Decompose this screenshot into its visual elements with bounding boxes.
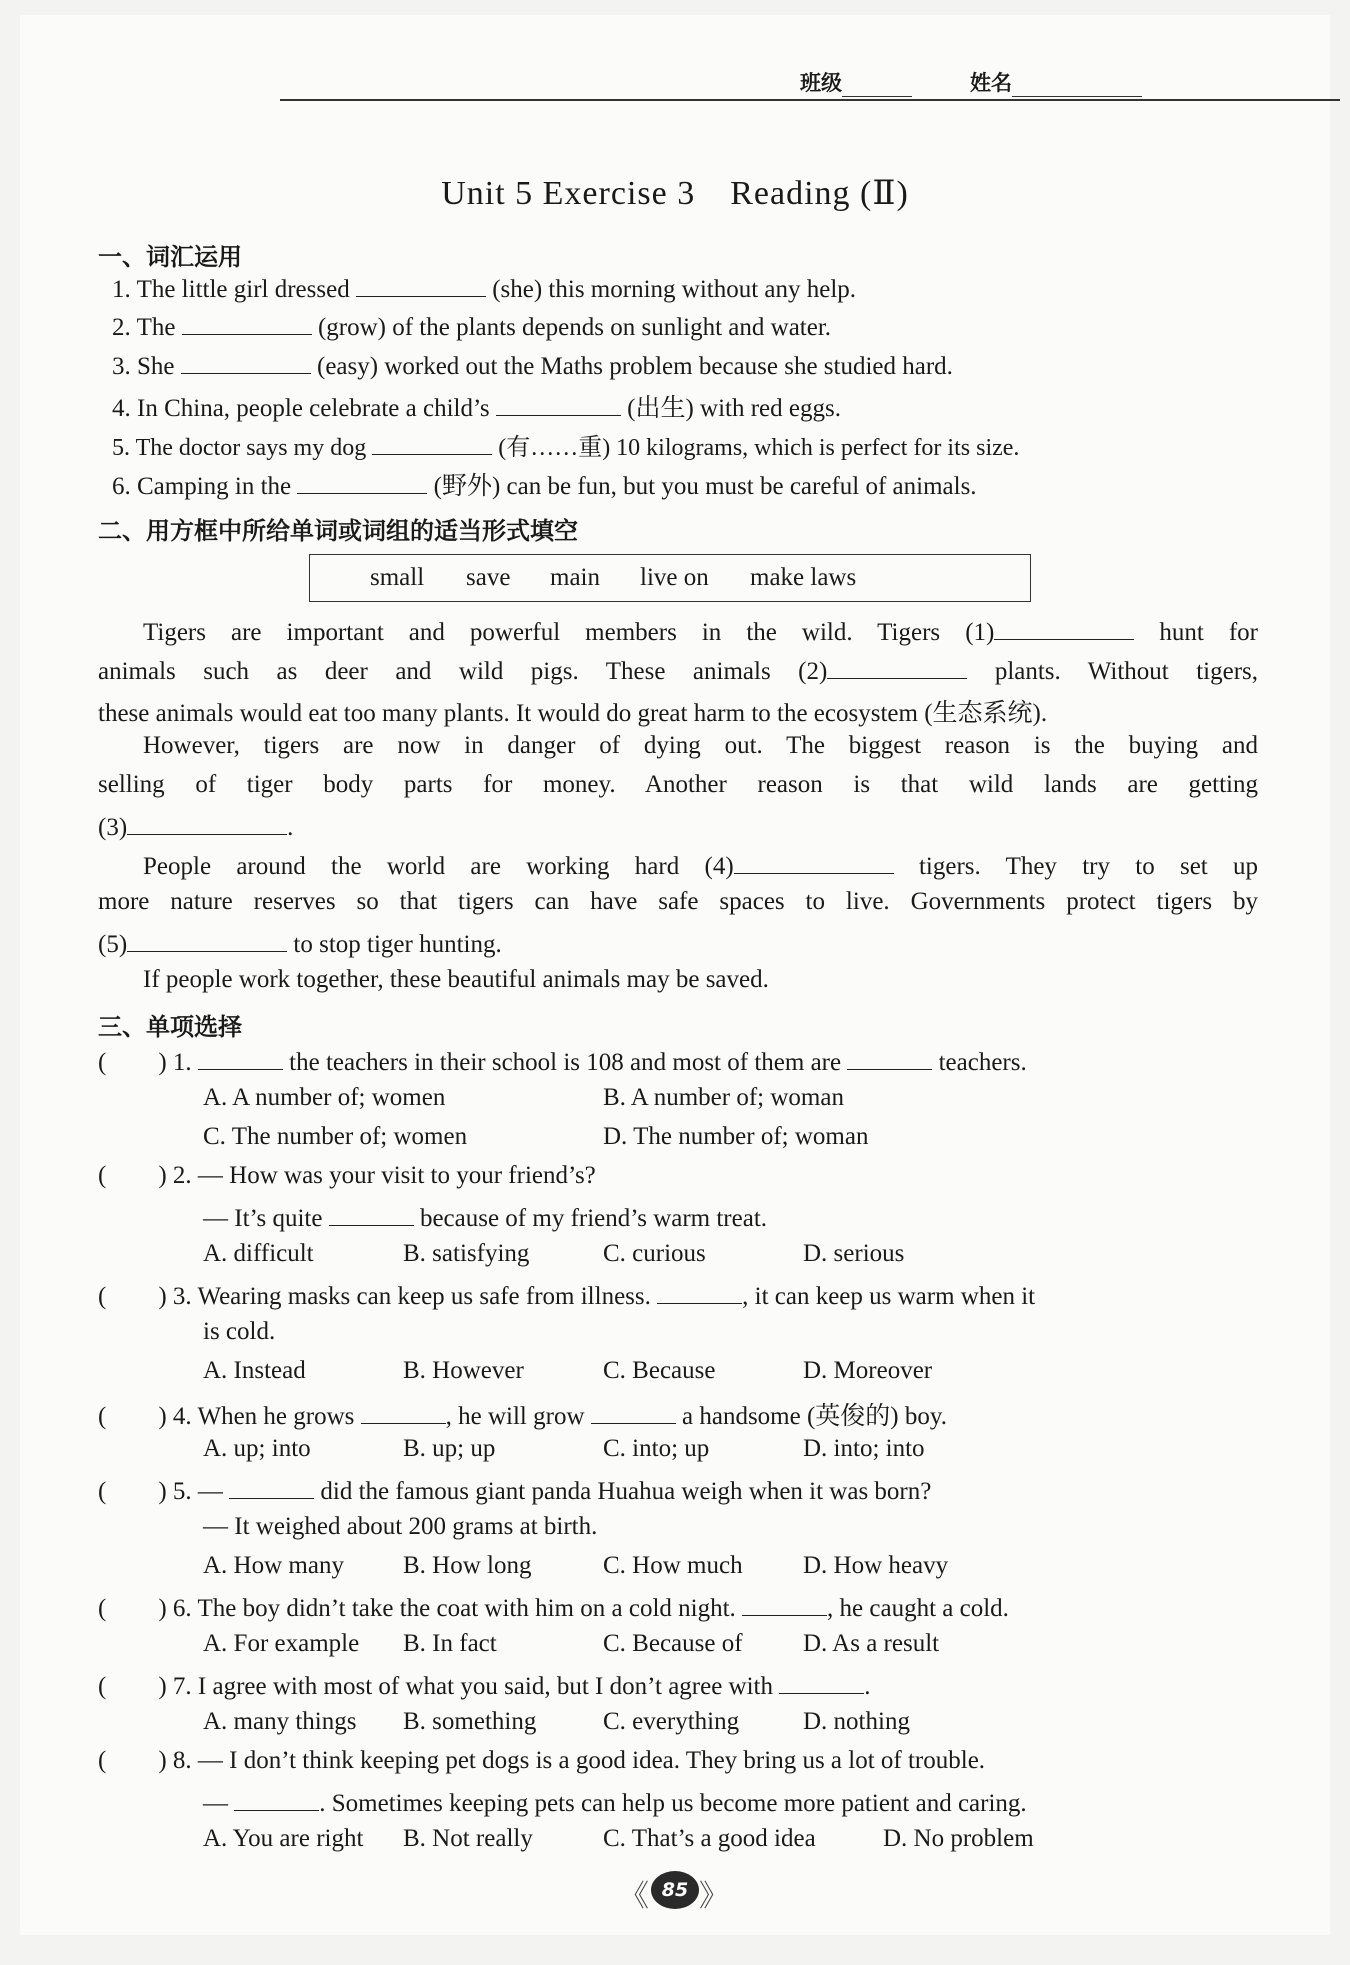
question-row <box>203 1201 767 1233</box>
option-a[interactable]: A. difficult <box>203 1240 314 1267</box>
item-number: 1. <box>112 276 131 303</box>
question-text: — I don’t think keeping pet dogs is a good idea. They bring us a lot of trouble. <box>197 1747 986 1774</box>
page-number-badge <box>615 1867 735 1913</box>
answer-paren[interactable]: ( ) <box>98 1595 167 1622</box>
section1-heading: 一、词汇运用 <box>98 243 242 271</box>
question-text: did the famous giant panda Huahua weigh when it was born? <box>320 1478 932 1505</box>
question-blank <box>329 1201 414 1226</box>
option-b[interactable]: B. In fact <box>403 1630 497 1657</box>
option-d[interactable]: D. nothing <box>803 1708 910 1735</box>
question-number: 7. <box>172 1673 192 1700</box>
question-text: — <box>203 1790 228 1817</box>
word-bank-item: live on <box>640 564 709 591</box>
option-d[interactable]: D. serious <box>803 1240 905 1267</box>
section3-heading: 三、单项选择 <box>98 1013 242 1041</box>
question-blank <box>361 1399 446 1424</box>
option-c[interactable]: C. curious <box>603 1240 706 1267</box>
option-d[interactable]: D. Moreover <box>803 1357 933 1384</box>
option-b[interactable]: B. up; up <box>403 1435 496 1462</box>
vocab-item <box>112 272 856 304</box>
passage-line: these animals would eat too many plants. It would do great harm to the ecosystem (生态系统). <box>98 700 1048 727</box>
question-text: — How was your visit to your friend’s? <box>197 1162 596 1189</box>
question-number: 1. <box>172 1049 192 1076</box>
answer-blank[interactable] <box>297 469 427 494</box>
vocab-item <box>112 427 1019 462</box>
answer-blank[interactable] <box>356 272 486 297</box>
question-row <box>98 1669 871 1701</box>
item-text: In China, people celebrate a child’s <box>137 395 490 422</box>
item-number: 5. <box>112 435 130 461</box>
item-text: The little girl dressed <box>136 276 350 303</box>
blank-number: (3) <box>98 814 128 841</box>
passage-line <box>98 849 1258 881</box>
name-field <box>970 67 1142 97</box>
answer-paren[interactable]: ( ) <box>98 1747 167 1774</box>
blank-1[interactable] <box>965 619 1134 646</box>
question-row <box>98 1747 985 1775</box>
option-a[interactable]: A. up; into <box>203 1435 311 1462</box>
option-d[interactable]: D. into; into <box>803 1435 925 1462</box>
question-blank <box>591 1399 676 1424</box>
question-number: 4. <box>172 1403 192 1430</box>
blank-number: (1) <box>965 619 995 646</box>
answer-blank[interactable] <box>182 310 312 335</box>
item-number: 2. <box>112 314 131 341</box>
passage-text: animals such as deer and wild pigs. These animals <box>98 658 771 685</box>
question-text: the teachers in their school is 108 and most of them are <box>289 1049 842 1076</box>
question-text: Wearing masks can keep us safe from illness. <box>197 1283 651 1310</box>
item-number: 3. <box>112 353 131 380</box>
passage-line <box>98 927 1258 959</box>
question-row <box>98 1591 1009 1623</box>
passage-text: tigers. They try to set up <box>918 853 1259 880</box>
item-text: (野外) can be fun, but you must be careful of animals. <box>433 473 977 500</box>
answer-paren[interactable]: ( ) <box>98 1478 167 1505</box>
question-text: The boy didn’t take the coat with him on a cold night. <box>197 1595 736 1622</box>
item-text: The <box>136 314 176 341</box>
question-number: 6. <box>172 1595 192 1622</box>
question-blank <box>779 1669 864 1694</box>
passage-line: (3) . <box>98 810 1258 842</box>
option-c[interactable]: C. The number of; women <box>203 1123 468 1150</box>
question-text: a handsome (英俊的) boy. <box>682 1403 947 1430</box>
question-number: 3. <box>172 1283 192 1310</box>
item-number: 6. <box>112 473 131 500</box>
option-b[interactable]: B. However <box>403 1357 524 1384</box>
item-text: Camping in the <box>137 473 292 500</box>
passage-line <box>98 615 1258 647</box>
option-b[interactable]: B. A number of; woman <box>603 1084 844 1111</box>
item-text: (有……重) 10 kilograms, which is perfect for its size. <box>498 435 1020 461</box>
question-blank <box>229 1474 314 1499</box>
blank-number: (4) <box>704 853 734 880</box>
name-blank[interactable] <box>1012 74 1142 97</box>
item-text: She <box>137 353 175 380</box>
item-number: 4. <box>112 395 131 422</box>
passage-text: People around the world are working hard <box>143 853 680 880</box>
passage-text: Tigers are important and powerful members in the wild. Tigers <box>143 619 941 646</box>
passage-line: selling of tiger body parts for money. Another reason is that wild lands are getting <box>98 771 1258 798</box>
blank-number: (2) <box>798 658 828 685</box>
header-bar <box>280 63 1340 103</box>
question-number: 5. <box>172 1478 192 1505</box>
option-b[interactable]: B. something <box>403 1708 537 1735</box>
passage-line <box>98 654 1258 686</box>
word-bank-item: make laws <box>750 564 857 591</box>
question-number: 2. <box>172 1162 192 1189</box>
question-blank <box>847 1045 932 1070</box>
answer-paren[interactable]: ( ) <box>98 1049 167 1076</box>
section2-heading: 二、用方框中所给单词或词组的适当形式填空 <box>98 517 578 545</box>
option-a[interactable]: A. Instead <box>203 1357 306 1384</box>
passage-text: to stop tiger hunting. <box>293 931 502 958</box>
item-text: (grow) of the plants depends on sunlight and water. <box>317 314 832 341</box>
word-bank-item: small <box>370 564 425 591</box>
blank-number: (5) <box>98 931 128 958</box>
passage-text: hunt for <box>1159 619 1258 646</box>
question-blank <box>657 1279 742 1304</box>
item-text: (she) this morning without any help. <box>492 276 857 303</box>
option-c[interactable]: C. everything <box>603 1708 740 1735</box>
option-d[interactable]: D. As a result <box>803 1630 940 1657</box>
page-title: Unit 5 Exercise 3 Reading (Ⅱ) <box>441 175 909 212</box>
page-number: 85 <box>651 1871 699 1909</box>
word-bank-item: main <box>550 564 600 591</box>
question-text: is cold. <box>203 1318 276 1345</box>
item-text: The doctor says my dog <box>135 435 367 461</box>
vocab-item <box>112 310 831 342</box>
answer-blank[interactable] <box>372 430 492 455</box>
question-row <box>98 1279 1035 1311</box>
blank-4[interactable] <box>705 853 894 880</box>
question-text: — <box>197 1478 223 1505</box>
question-row <box>98 1474 931 1506</box>
question-text: — It’s quite <box>203 1205 323 1232</box>
question-text: because of my friend’s warm treat. <box>419 1205 768 1232</box>
option-a[interactable]: A. How many <box>203 1552 344 1579</box>
answer-blank[interactable] <box>496 391 621 416</box>
option-c[interactable]: C. How much <box>603 1552 743 1579</box>
class-blank[interactable] <box>842 74 912 97</box>
passage-line <box>98 732 1258 760</box>
question-text: , he will grow <box>445 1403 585 1430</box>
header-rule <box>280 99 1340 101</box>
option-c[interactable]: C. Because <box>603 1357 716 1384</box>
option-d[interactable]: D. The number of; woman <box>603 1123 869 1150</box>
answer-paren[interactable]: ( ) <box>98 1673 167 1700</box>
blank-2[interactable] <box>798 658 967 685</box>
class-field <box>800 67 912 97</box>
blank-3[interactable] <box>98 814 287 841</box>
question-text: When he grows <box>197 1403 355 1430</box>
question-row <box>98 1162 596 1190</box>
option-a[interactable]: A. A number of; women <box>203 1084 446 1111</box>
passage-text: However, tigers are now in danger of dying out. The biggest reason is the buying and <box>143 732 1258 759</box>
answer-paren[interactable]: ( ) <box>98 1403 167 1430</box>
question-text: , he caught a cold. <box>827 1595 1009 1622</box>
worksheet-page <box>20 15 1330 1935</box>
answer-paren[interactable]: ( ) <box>98 1283 167 1310</box>
option-b[interactable]: B. Not really <box>403 1825 533 1852</box>
question-text: . <box>864 1673 871 1700</box>
question-row <box>98 1045 1027 1077</box>
item-text: (出生) with red eggs. <box>627 395 841 422</box>
question-blank <box>234 1786 319 1811</box>
question-row <box>203 1786 1027 1818</box>
option-b[interactable]: B. satisfying <box>403 1240 530 1267</box>
name-label: 姓名 <box>970 71 1012 95</box>
option-d[interactable]: D. No problem <box>883 1825 1034 1852</box>
option-a[interactable]: A. You are right <box>203 1825 364 1852</box>
answer-blank[interactable] <box>181 349 311 374</box>
option-a[interactable]: A. many things <box>203 1708 357 1735</box>
question-text: I agree with most of what you said, but I don’t agree with <box>197 1673 774 1700</box>
option-c[interactable]: C. into; up <box>603 1435 710 1462</box>
option-b[interactable]: B. How long <box>403 1552 532 1579</box>
passage-line: If people work together, these beautiful animals may be saved. <box>143 966 769 993</box>
vocab-item <box>112 466 977 502</box>
question-number: 8. <box>172 1747 192 1774</box>
vocab-item <box>112 349 953 381</box>
class-label: 班级 <box>800 71 842 95</box>
option-a[interactable]: A. For example <box>203 1630 360 1657</box>
item-text: (easy) worked out the Maths problem because she studied hard. <box>317 353 953 380</box>
question-row <box>98 1396 947 1432</box>
word-box <box>309 554 1031 602</box>
double-chevron-right-icon: 》 <box>699 1879 729 1914</box>
blank-5[interactable] <box>98 931 287 958</box>
option-d[interactable]: D. How heavy <box>803 1552 949 1579</box>
word-bank-item: save <box>466 564 511 591</box>
vocab-item <box>112 388 841 424</box>
question-blank <box>198 1045 283 1070</box>
option-c[interactable]: C. That’s a good idea <box>603 1825 816 1852</box>
question-text: , it can keep us warm when it <box>742 1283 1036 1310</box>
question-text: . Sometimes keeping pets can help us become more patient and caring. <box>319 1790 1027 1817</box>
passage-line: more nature reserves so that tigers can have safe spaces to live. Governments protect tigers by <box>98 888 1258 915</box>
question-blank <box>742 1591 827 1616</box>
double-chevron-left-icon: 《 <box>619 1879 649 1914</box>
passage-text: plants. Without tigers, <box>994 658 1259 685</box>
question-text: — It weighed about 200 grams at birth. <box>203 1513 598 1540</box>
option-c[interactable]: C. Because of <box>603 1630 743 1657</box>
question-text: teachers. <box>938 1049 1027 1076</box>
answer-paren[interactable]: ( ) <box>98 1162 167 1189</box>
